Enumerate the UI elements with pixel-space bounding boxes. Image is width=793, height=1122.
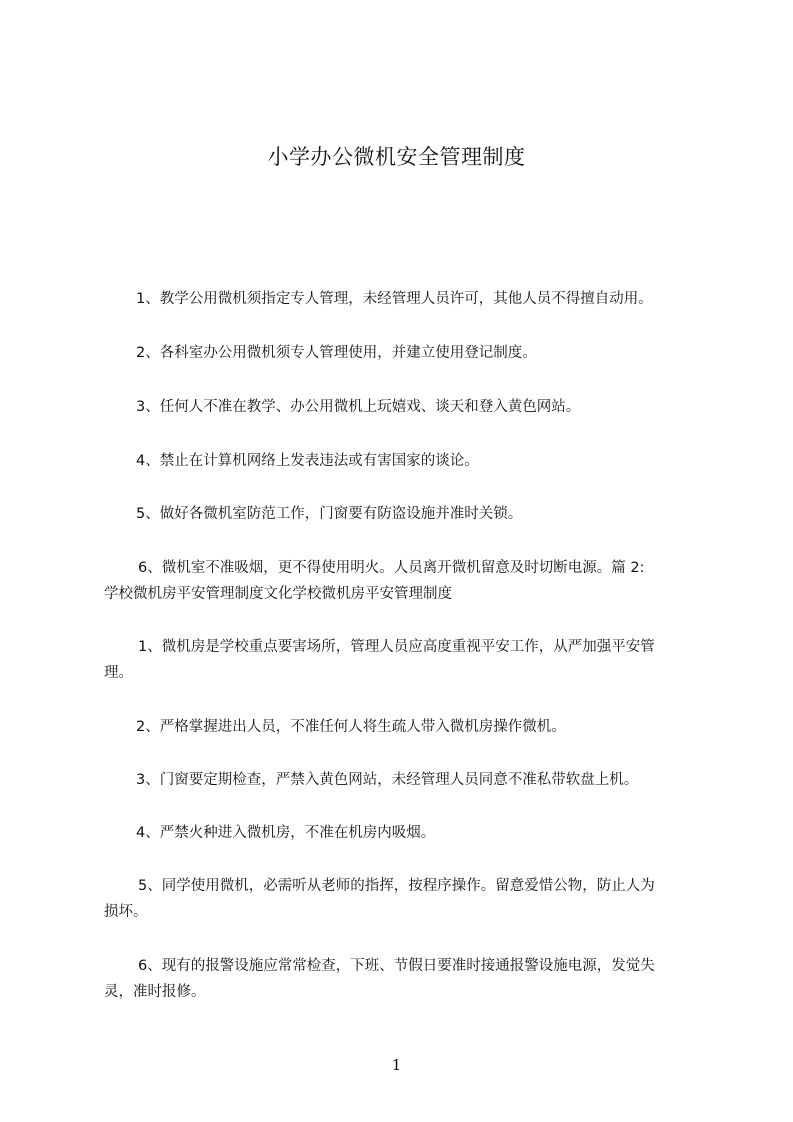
paragraph-line: 学校微机房平安管理制度文化学校微机房平安管理制度 [104, 586, 452, 602]
paragraph-line: 理。 [104, 665, 133, 681]
paragraph-10 [104, 820, 716, 846]
paragraph-9 [104, 767, 716, 793]
paragraph-3 [104, 394, 716, 420]
paragraph-line: 2、各科室办公用微机须专人管理使用，并建立使用登记制度。 [136, 345, 537, 361]
paragraph-line: 1、微机房是学校重点要害场所，管理人员应高度重视平安工作，从严加强平安管 [138, 639, 655, 655]
paragraph-1 [104, 286, 716, 312]
paragraph-line: 3、任何人不准在教学、办公用微机上玩嬉戏、谈天和登入黄色网站。 [136, 399, 581, 415]
paragraph-line: 6、微机室不准吸烟，更不得使用明火。人员离开微机留意及时切断电源。篇 2: [138, 560, 645, 576]
paragraph-line: 6、现有的报警设施应常常检查，下班、节假日要准时接通报警设施电源，发觉失 [138, 958, 655, 974]
paragraph-line: 损坏。 [104, 904, 148, 920]
paragraph-2 [104, 340, 716, 366]
paragraph-line: 3、门窗要定期检查，严禁入黄色网站，未经管理人员同意不准私带软盘上机。 [136, 772, 639, 788]
paragraph-11 [104, 873, 716, 925]
paragraph-line: 5、同学使用微机，必需听从老师的指挥，按程序操作。留意爱惜公物，防止人为 [138, 878, 655, 894]
paragraph-8 [104, 714, 716, 740]
paragraph-line: 5、做好各微机室防范工作，门窗要有防盗设施并准时关锁。 [136, 506, 523, 522]
paragraph-line: 4、严禁火种进入微机房，不准在机房内吸烟。 [136, 825, 436, 841]
paragraph-line: 1、教学公用微机须指定专人管理，未经管理人员许可，其他人员不得擅自动用。 [136, 291, 653, 307]
page-number: 1 [391, 1056, 402, 1074]
document-title: 小学办公微机安全管理制度 [267, 145, 526, 169]
paragraph-4 [104, 448, 716, 474]
paragraph-line: 2、严格掌握进出人员，不准任何人将生疏人带入微机房操作微机。 [136, 719, 566, 735]
paragraph-5 [104, 501, 716, 527]
paragraph-12 [104, 953, 716, 1005]
paragraph-6 [104, 555, 716, 607]
paragraph-line: 灵，准时报修。 [104, 984, 206, 1000]
paragraph-7 [104, 634, 716, 686]
paragraph-line: 4、禁止在计算机网络上发表违法或有害国家的谈论。 [136, 453, 479, 469]
